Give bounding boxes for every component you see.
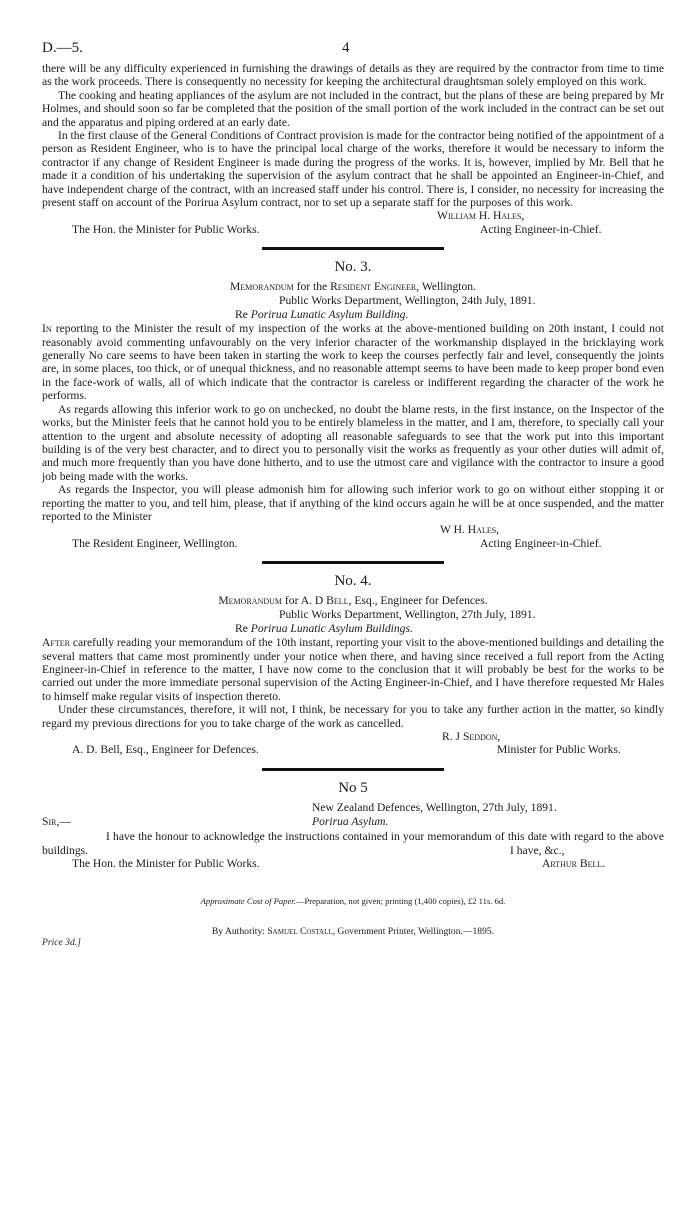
section-divider [262, 561, 444, 564]
addressee: A. D. Bell, Esq., Engineer for Defences. [72, 743, 259, 757]
signature-row [42, 223, 664, 236]
page-header [42, 40, 664, 62]
section-divider [262, 247, 444, 250]
lead-word: After [42, 636, 70, 650]
memo-suffix: , Wellington. [416, 280, 476, 294]
signature-row [42, 730, 664, 743]
signature-name: Arthur Bell. [542, 856, 606, 870]
cost-note [42, 896, 664, 906]
cost-label: Approximate Cost of Paper. [200, 896, 296, 907]
paragraph [42, 636, 664, 703]
paragraph [42, 322, 664, 402]
signature-name: W H. Hales, [440, 523, 500, 537]
subject-line [42, 308, 664, 322]
addressee: The Hon. the Minister for Public Works. [72, 222, 260, 236]
re-subject: Porirua Lunatic Asylum Building. [250, 308, 409, 322]
cost-text: —Preparation, not given; printing (1,400 copies), £2 11s. 6d. [295, 896, 506, 907]
document-number: No 5 [338, 779, 368, 796]
paragraph: there will be any difficulty experienced in furnishing the drawings of details as they are required by the contractor from time to time as the work proceeds. There is consequently no necessity for keeping the architectural draughtsman solely employed on this work. [42, 62, 664, 89]
document-page [42, 40, 664, 951]
memo-heading [42, 280, 664, 294]
dateline: Public Works Department, Wellington, 27th July, 1891. [279, 608, 536, 622]
dateline: New Zealand Defences, Wellington, 27th July, 1891. [312, 800, 557, 814]
page-number: 4 [342, 40, 350, 56]
paragraph: As regards allowing this inferior work to go on unchecked, no doubt the blame rests, in the first instance, on the Inspector of the works, but the Minister feels that he cannot hold you to be entirely blameless in the matter, and I am, therefore, to specially call your attention to the urgent and absolute necessity of adopting all reasonable safeguards to see that the work put into this important building is of the very best character, and to direct you to personally visit the works as frequently as your other duties will admit of, and much more frequently than you have done hitherto, and to use the utmost care and vigilance with the contractor to insure a good job being made with the works. [42, 402, 664, 483]
paragraph-text: reporting to the Minister the result of my inspection of the works at the above-mentioned building on 20th instant, I could not reasonably avoid commenting unfavourably on the very inferior character of the workmanship displayed in the bricklaying work generally No care seems to have been taken in starting the work to keep the courses perfectly fair and level, consequently the joints are, in some places, too thick, or of unequal thickness, and no reasonable attempt seems to have been made to keep proper bond even in the face-work of walls, all of which indicate that the contractor is careless or indifferent regarding the character of the work he performs. [42, 322, 664, 403]
paragraph: As regards the Inspector, you will please admonish him for allowing such inferior work to go on without either stopping it or reporting the matter to you, and tell him, please, that if anything of the kind occurs again he will be at once suspended, and the matter reported to the Minister [42, 483, 664, 523]
signature-row [42, 537, 664, 550]
memo-heading [42, 594, 664, 608]
memo-text: for A. D [282, 594, 327, 608]
section-no-4 [42, 573, 664, 757]
signature-name: R. J Seddon, [442, 729, 501, 743]
printer-imprint [42, 926, 664, 937]
re-prefix: Re [235, 622, 251, 636]
paragraph: In the first clause of the General Conditions of Contract provision is made for the contractor being notified of the appointment of a person as Resident Engineer, who is to have the principal local charge of the works, therefore it would be necessary to inform the contractor if any change of Resident Engineer is made during the progress of the works. It is, however, implied by Mr. Bell that he made it a condition of his undertaking the supervision of the asylum contract that he shall be appointed an Engineer-in-Chief, and have independent charge of the contract, with an increased staff under his control. There is, I consider, no necessity for increasing the present staff on account of the Porirua Asylum contract, nor to set up a separate staff for the purposes of this work. [42, 129, 664, 210]
price: Price 3d.] [42, 937, 81, 949]
signature-title: Minister for Public Works. [497, 743, 621, 757]
section-divider [262, 768, 444, 771]
memo-text: for the [293, 280, 331, 294]
signature-row [42, 857, 664, 870]
signature-row [42, 523, 664, 536]
memo-recipient: Resident Engineer [330, 280, 417, 294]
section-hales-memo-continued [42, 62, 664, 236]
memo-recipient: Bell [326, 594, 349, 608]
paragraph: I have the honour to acknowledge the instructions contained in your memorandum of this date with regard to the above buildings. [42, 830, 664, 857]
re-subject: Porirua Lunatic Asylum Buildings. [250, 622, 413, 636]
signature-row [42, 743, 664, 756]
document-number: No. 4. [334, 573, 372, 590]
letter-subject: Porirua Asylum. [312, 814, 389, 828]
paragraph: The cooking and heating appliances of the asylum are not included in the contract, but the plans of these are being prepared by Mr Holmes, and should soon so far be completed that the position of the small portion of the work included in the contract can be set out and the apparatus and piping ordered at an early date. [42, 88, 664, 129]
section-no-5 [42, 780, 664, 871]
paragraph: Under these circumstances, therefore, it will not, I think, be necessary for you to take any further action in the matter, so kindly regard my previous directions for you to take charge of the work as cancelled. [42, 703, 664, 730]
signature-title: Acting Engineer-in-Chief. [480, 536, 602, 550]
document-number: No. 3. [334, 259, 372, 276]
memo-prefix: Memorandum [230, 280, 294, 294]
authority-suffix: , Government Printer, Wellington.—1895. [332, 926, 495, 938]
lead-word: In [42, 322, 52, 336]
addressee: The Hon. the Minister for Public Works. [72, 856, 260, 870]
re-prefix: Re [235, 308, 251, 322]
printer-name: Samuel Costall [267, 926, 333, 938]
authority-prefix: By Authority: [211, 926, 268, 938]
closing: I have, &c., [510, 843, 565, 857]
signature-name: William H. Hales, [437, 209, 525, 223]
dateline: Public Works Department, Wellington, 24th July, 1891. [279, 294, 536, 308]
salutation: Sir,— [42, 814, 71, 828]
paragraph-text: carefully reading your memorandum of the 10th instant, reporting your visit to the above-mentioned buildings and detailing the several matters that came most prominently under your notice when there, and having since received a full report from the Acting Engineer-in-Chief in reference to the matter, I have now come to the conclusion that it will probably be best for the works to be carried out under the more immediate personal supervision of the Acting Engineer-in-Chief, and I have therefore requested Mr Hales to himself make regular visits of inspection thereto. [42, 636, 664, 703]
closing-row [42, 844, 664, 857]
document-reference: D.—5. [42, 40, 83, 56]
section-no-3 [42, 259, 664, 550]
signature-title: Acting Engineer-in-Chief. [480, 222, 602, 236]
addressee: The Resident Engineer, Wellington. [72, 536, 238, 550]
subject-line [42, 622, 664, 636]
signature-row [42, 209, 664, 222]
salutation-row [42, 815, 664, 828]
memo-suffix: , Esq., Engineer for Defences. [348, 594, 488, 608]
memo-prefix: Memorandum [218, 594, 283, 608]
